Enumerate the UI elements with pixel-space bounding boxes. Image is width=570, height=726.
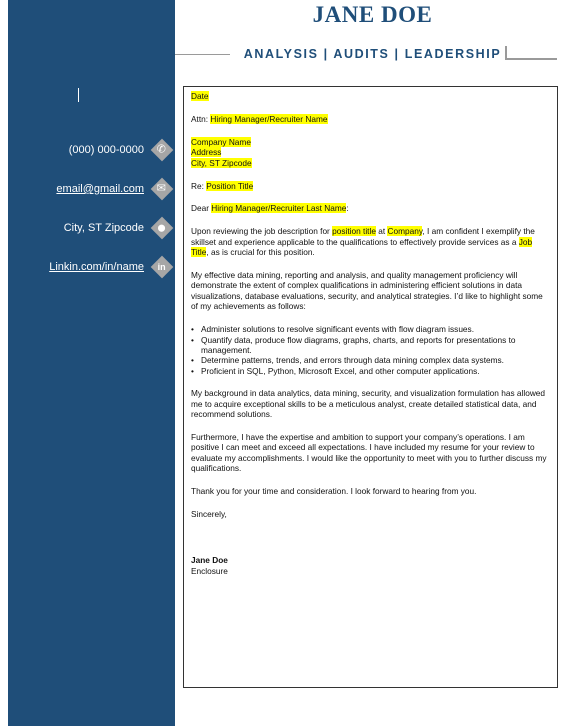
sidebar [8,0,175,726]
email-link[interactable]: email@gmail.com [56,183,144,195]
attn-label: Attn: [191,113,211,124]
list-item: • Administer solutions to resolve significant events with flow diagram issues. [191,324,550,334]
paragraph-proficiency: My effective data mining, reporting and analysis, and quality management proficiency will demonstrate the extent of complex qualifications in administering efficient solutions in data visualizations, database evaluations, security, and analytical strategies. I’d like to highlight some of my achievements as follows: [191,270,543,312]
re-label: Re: [191,180,207,191]
achievements-list [191,324,550,376]
linkedin-icon-badge [151,256,174,279]
header-bracket-right [505,46,557,60]
list-item: • Quantify data, produce flow diagrams, graphs, charts, and reports for presentations to management. [191,335,550,356]
tagline: ANALYSIS | AUDITS | LEADERSHIP [243,47,502,61]
position-title-placeholder[interactable]: Position Title [206,180,254,191]
company-name-placeholder[interactable]: Company Name [191,136,251,147]
signature-name: Jane Doe [191,555,228,566]
phone-icon: ✆ [157,143,167,156]
paragraph-expertise: Furthermore, I have the expertise and ambition to support your company’s operations. I am positive I can meet and exceed all expectations. I have included my resume for your review to evaluate my accomplishments. I would like the opportunity to meet with you to further discuss my qualifications. [191,431,547,474]
location-text: City, ST Zipcode [63,222,144,234]
position-title-inline[interactable]: position title [332,226,376,237]
company-inline[interactable]: Company [387,226,423,237]
contact-location [0,220,170,236]
city-placeholder[interactable]: City, ST Zipcode [191,157,252,168]
date-placeholder[interactable]: Date [191,91,209,101]
paragraph-thanks: Thank you for your time and consideration. I look forward to hearing from you. [191,486,477,497]
contact-linkedin [0,259,170,275]
address-placeholder[interactable]: Address [191,147,222,158]
envelope-icon-badge [151,178,174,201]
phone-text: (000) 000-0000 [68,144,144,156]
dear-name-placeholder[interactable]: Hiring Manager/Recruiter Last Name [211,203,347,214]
dear-colon: : [346,203,349,214]
phone-icon-badge [151,139,174,162]
closing: Sincerely, [191,508,227,519]
list-item: • Determine patterns, trends, and errors through data mining complex data systems. [191,355,550,365]
job-title-inline[interactable]: Job Title [191,236,533,258]
cover-letter-body[interactable] [183,86,558,688]
dear-label: Dear [191,203,212,214]
page-margin [0,0,8,726]
paragraph-intro: Upon reviewing the job description for position title at Company, I am confident I exemplify the skillset and experience applicable to the qualifications to effectively provide services as a Job Title, as is crucial for this position. [191,226,535,258]
list-item: • Proficient in SQL, Python, Microsoft Excel, and other computer applications. [191,366,550,376]
contact-phone [0,142,170,158]
linkedin-link[interactable]: Linkin.com/in/name [49,261,144,273]
attn-name-placeholder[interactable]: Hiring Manager/Recruiter Name [210,113,328,124]
location-pin-icon: ⬤ [158,224,166,232]
contact-email [0,181,170,197]
applicant-name: JANE DOE [312,2,433,27]
linkedin-icon: in [158,261,166,272]
text-cursor [78,88,79,102]
paragraph-background: My background in data analytics, data mining, security, and visualization formulation has allowed me to acquire exceptional skills to be a meticulous analyst, create detailed statistical data, and recommend solutions. [191,388,546,420]
enclosure-note: Enclosure [191,565,228,576]
location-icon-badge [151,217,174,240]
envelope-icon: ✉ [157,182,167,195]
